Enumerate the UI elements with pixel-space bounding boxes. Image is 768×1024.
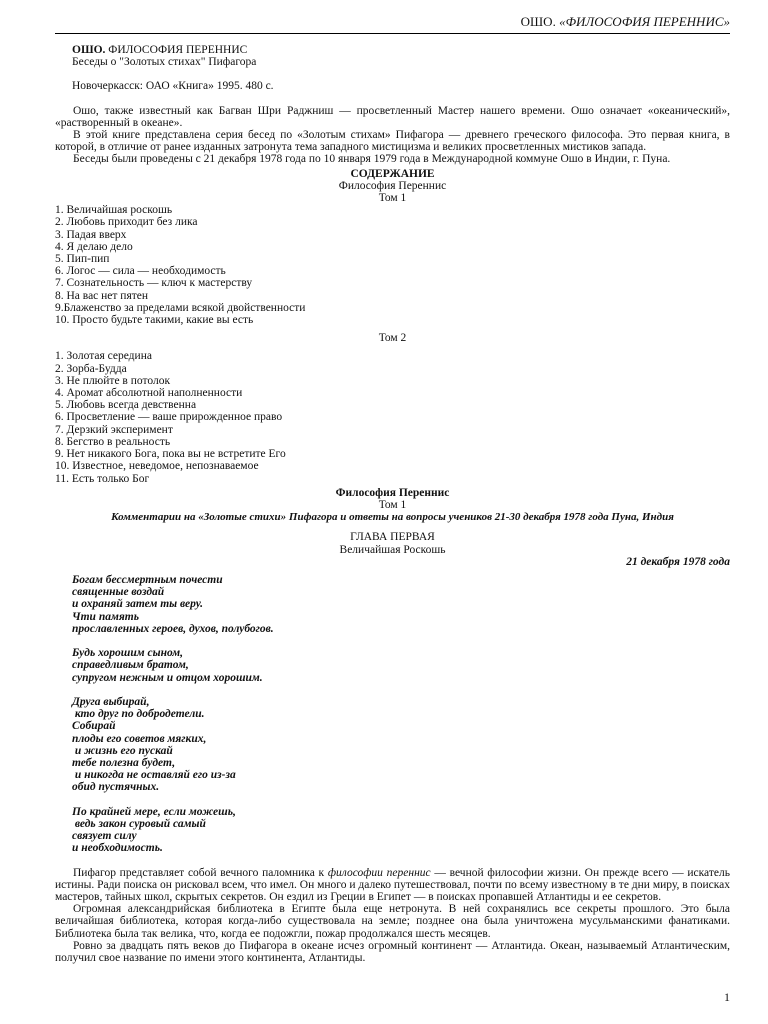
stanza-gap [72, 635, 730, 647]
body-paragraph: Ровно за двадцать пять веков до Пифагора в океане исчез огромный континент — Атлантида. Океан, называемый Атлантическим, получил свое название по имени этого континента, Атлантиды. [55, 939, 730, 964]
poem [72, 574, 730, 855]
body-paragraph [55, 867, 730, 904]
poem-line: и охраняй затем ты веру. [72, 598, 203, 611]
toc-item: 8. Бегство в реальность [55, 435, 171, 448]
table-of-contents [55, 168, 730, 485]
book-title: ФИЛОСОФИЯ ПЕРЕННИС [108, 44, 248, 56]
volume1-list [55, 204, 730, 326]
toc-item: 5. Пип-пип [55, 253, 110, 266]
intro [55, 105, 730, 166]
toc-item: 3. Не плюйте в потолок [55, 374, 171, 387]
book-info [72, 44, 730, 93]
poem-line: священные воздай [72, 586, 165, 599]
toc-item: 9. Нет никакого Бога, пока вы не встретите Его [55, 448, 286, 461]
book-imprint: Новочеркасск: ОАО «Книга» 1995. 480 с. [72, 80, 274, 93]
intro-paragraph: Ошо, также известный как Багван Шри Раджниш — просветленный Мастер нашего времени. Ошо означает «океанический», «растворенный в океане». [55, 104, 730, 129]
book-subtitle: Беседы о "Золотых стихах" Пифагора [72, 56, 257, 69]
toc-item: 7. Дерзкий эксперимент [55, 423, 173, 436]
toc-item: 4. Я делаю дело [55, 240, 133, 253]
body-paragraph: Огромная александрийская библиотека в Египте была еще нетронута. В ней сохранялись все секреты прошлого. Это была величайшая библиотека, которая когда-либо существовала на земле; позднее она была уничтожена мусульманскими фанатиками. Библиотека была так велика, что, когда ее подожгли, пожар продолжался шесть месяцев. [55, 903, 730, 940]
toc-item: 10. Просто будьте такими, какие вы есть [55, 314, 254, 327]
toc-item: 8. На вас нет пятен [55, 289, 149, 302]
running-header-author: ОШО. [520, 14, 556, 29]
poem-line: Чти память [72, 610, 139, 623]
poem-line: Богам бессмертным почести [72, 573, 223, 586]
emphasis-text: философии переннис [327, 866, 431, 879]
section-title: Философия Переннис [335, 486, 450, 499]
chapter-header [55, 531, 730, 568]
toc-item: 6. Просветление — ваше прирожденное право [55, 411, 283, 424]
toc-item: 3. Падая вверх [55, 228, 127, 241]
toc-item: 6. Логос — сила — необходимость [55, 265, 226, 278]
volume2-label: Том 2 [378, 332, 407, 345]
toc-item: 9.Блаженство за пределами всякой двойственности [55, 301, 306, 314]
poem-line: справедливым братом, [72, 659, 189, 672]
stanza-gap [72, 794, 730, 806]
chapter-label: ГЛАВА ПЕРВАЯ [350, 531, 435, 544]
poem-line: тебе полезна будет, [72, 756, 176, 769]
running-header [55, 14, 730, 34]
poem-line: обид пустячных. [72, 781, 160, 794]
body-text-run: Пифагор представляет собой вечного паломника к [73, 866, 328, 879]
poem-line: прославленных героев, духов, полубогов. [72, 622, 274, 635]
toc-item: 2. Зорба-Будда [55, 362, 127, 375]
book-author: ОШО. [72, 44, 106, 56]
book-title-line [72, 44, 730, 56]
poem-line: и жизнь его пускай [72, 744, 173, 757]
toc-item: 2. Любовь приходит без лика [55, 216, 198, 229]
toc-item: 4. Аромат абсолютной наполненности [55, 387, 243, 400]
page-number: 1 [724, 990, 730, 1004]
toc-item: 7. Сознательность — ключ к мастерству [55, 277, 253, 290]
poem-line: ведь закон суровый самый [72, 817, 206, 830]
poem-line: Друга выбирай, [72, 695, 150, 708]
volume1-label: Том 1 [378, 192, 407, 205]
volume2-list [55, 350, 730, 484]
poem-line: связует силу [72, 830, 137, 843]
section-volume: Том 1 [378, 498, 407, 511]
intro-paragraph: Беседы были проведены с 21 декабря 1978 года по 10 января 1979 года в Международной коммуне Ошо в Индии, г. Пуна. [73, 153, 671, 166]
document-page [55, 14, 730, 964]
chapter-date: 21 декабря 1978 года [626, 555, 730, 568]
section-commentary: Комментарии на «Золотые стихи» Пифагора и ответы на вопросы учеников 21-30 декабря 1978 года Пуна, Индия [111, 511, 674, 524]
poem-line: и никогда не оставляй его из-за [72, 769, 236, 782]
stanza-gap [72, 684, 730, 696]
body-text [55, 867, 730, 965]
poem-line: кто друг по добродетели. [72, 708, 205, 721]
toc-item: 5. Любовь всегда девственна [55, 399, 197, 412]
section-header [55, 487, 730, 524]
poem-line: Собирай [72, 720, 116, 733]
toc-item: 1. Величайшая роскошь [55, 204, 173, 217]
poem-line: По крайней мере, если можешь, [72, 805, 236, 818]
intro-paragraph: В этой книге представлена серия бесед по «Золотым стихам» Пифагора — древнего греческого философа. Это первая книга, в которой, в отличие от ранее изданных затронута тема западного мистицизма и великих просветленных мистиков запада. [55, 129, 730, 154]
body-text-run: — вечной философии жизни. Он прежде всего — искатель истины. Ради поиска он рисковал всем, что имел. Он много и далеко путешествовал, почти по всему известному в те дни миру, в поисках мастеров, тайных школ, скрытых секретов. Он ездил из Греции в Египет — в поисках пропавшей Атлантиды и ее секретов. [55, 866, 730, 903]
toc-item: 11. Есть только Бог [55, 472, 150, 485]
poem-line: Будь хорошим сыном, [72, 647, 184, 660]
poem-line: и необходимость. [72, 842, 163, 855]
poem-line: супругом нежным и отцом хорошим. [72, 671, 263, 684]
toc-item: 10. Известное, неведомое, непознаваемое [55, 460, 259, 473]
contents-subheading: Философия Переннис [338, 179, 447, 192]
poem-line: плоды его советов мягких, [72, 732, 207, 745]
contents-heading: СОДЕРЖАНИЕ [350, 167, 435, 180]
toc-item: 1. Золотая середина [55, 350, 152, 363]
chapter-title: Величайшая Роскошь [339, 543, 446, 556]
running-header-title: «ФИЛОСОФИЯ ПЕРЕННИС» [559, 14, 730, 29]
